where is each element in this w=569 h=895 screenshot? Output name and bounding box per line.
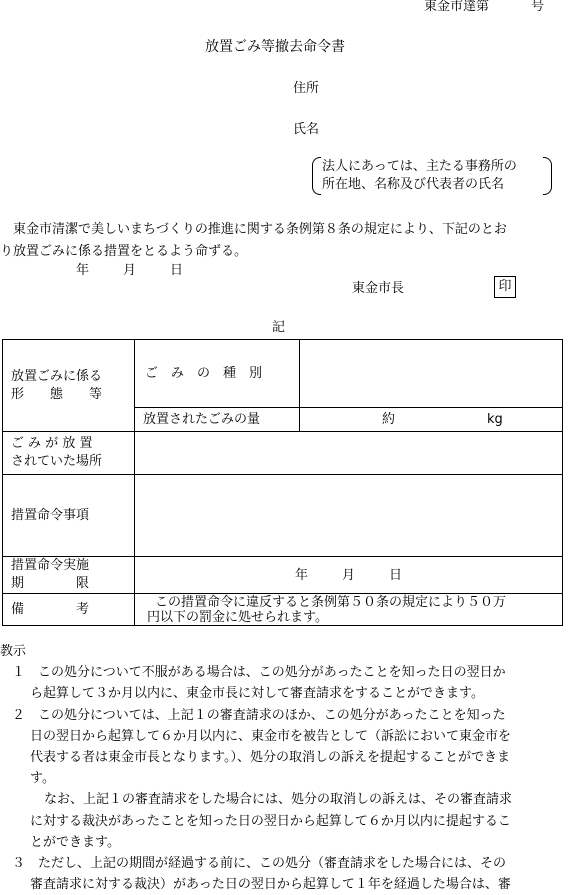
deadline-label-line2: 期 限 xyxy=(11,576,90,591)
deadline-day: 日 xyxy=(389,567,403,583)
corporation-note xyxy=(312,157,552,195)
left-bracket xyxy=(312,157,321,195)
order-details-table xyxy=(2,339,563,626)
order-items-value xyxy=(135,475,563,557)
notice-item2-sub-line3: とができます。 xyxy=(30,834,120,850)
table-row xyxy=(3,432,563,475)
remarks-label: 備 考 xyxy=(3,594,135,626)
order-items-label: 措置命令事項 xyxy=(3,475,135,557)
waste-form-label-line1: 放置ごみに係る xyxy=(11,368,103,384)
remarks-line1: この措置命令に違反すると条例第５０条の規定により５０万 xyxy=(155,594,507,610)
deadline-year: 年 xyxy=(294,567,308,583)
right-bracket xyxy=(543,157,552,195)
notice-item2-line2: 日の翌日から起算して６か月以内に、東金市を被告として（訴訟において東金市を xyxy=(30,728,512,744)
location-label-line1: ご み が 放 置 xyxy=(11,436,93,451)
remarks-line2: 円以下の罰金に処せられます。 xyxy=(147,609,328,625)
approx-label: 約 xyxy=(382,412,396,427)
corporation-note-line2: 所在地、名称及び代表者の氏名 xyxy=(322,177,505,192)
location-label-cell xyxy=(3,432,135,475)
order-text-line2: り放置ごみに係る措置をとるよう命ずる。 xyxy=(0,244,248,259)
issue-date-day: 日 xyxy=(170,263,184,278)
waste-type-value xyxy=(300,340,563,408)
table-row xyxy=(3,340,563,408)
document-number xyxy=(424,0,544,13)
deadline-label-cell xyxy=(3,557,135,594)
remarks-value xyxy=(135,594,563,626)
notice-item2-line4: す。 xyxy=(30,771,55,787)
document-number-prefix: 東金市達第 xyxy=(424,0,490,14)
waste-amount-label: 放置されたごみの量 xyxy=(135,408,300,432)
deadline-month: 月 xyxy=(341,567,355,583)
notice-item2-line1: ２ この処分については、上記１の審査請求のほか、この処分があったことを知った xyxy=(12,707,506,723)
waste-amount-value xyxy=(300,408,563,432)
issue-date xyxy=(76,264,183,277)
notice-section xyxy=(0,641,569,895)
issue-date-year: 年 xyxy=(76,263,90,278)
address-label: 住所 xyxy=(293,81,320,96)
notice-item1-line1: １ この処分について不服がある場合は、この処分があったことを知った日の翌日か xyxy=(12,665,506,681)
issuer-title: 東金市長 xyxy=(352,281,405,296)
order-text xyxy=(0,219,569,263)
notice-item1-line2: ら起算して３か月以内に、東金市長に対して審査請求をすることができます。 xyxy=(30,686,484,702)
deadline-value xyxy=(135,557,563,594)
deadline-label-line1: 措置命令実施 xyxy=(11,558,90,573)
waste-type-label: ご み の 種 別 xyxy=(135,340,300,408)
seal-mark: 印 xyxy=(494,276,516,298)
ki-heading: 記 xyxy=(272,320,286,335)
document-title: 放置ごみ等撤去命令書 xyxy=(205,39,345,55)
document-number-suffix: 号 xyxy=(531,0,545,14)
table-row xyxy=(3,594,563,626)
notice-item2-sub-line2: に対する裁決があったことを知った日の翌日から起算して６か月以内に提起するこ xyxy=(30,813,511,829)
notice-item2-line3: 代表する者は東金市長となります。）、処分の取消しの訴えを提起することができま xyxy=(30,750,510,766)
notice-item2-sub-line1: なお、上記１の審査請求をした場合には、処分の取消しの訴えは、その審査請求 xyxy=(44,792,513,808)
notice-heading: 教示 xyxy=(0,644,27,659)
notice-item3-line1: ３ ただし、上記の期間が経過する前に、この処分（審査請求をした場合には、その xyxy=(12,856,507,872)
issue-date-month: 月 xyxy=(123,263,137,278)
location-value xyxy=(135,432,563,475)
corporation-note-line1: 法人にあっては、主たる事務所の xyxy=(322,159,517,174)
waste-form-label-cell xyxy=(3,340,135,432)
kg-unit: kg xyxy=(487,412,503,427)
name-label: 氏名 xyxy=(293,122,320,137)
table-row xyxy=(3,557,563,594)
order-text-line1: 東金市清潔で美しいまちづくりの推進に関する条例第８条の規定により、下記のとお xyxy=(13,222,507,237)
table-row xyxy=(3,475,563,557)
waste-form-label-line2: 形 態 等 xyxy=(11,386,103,402)
location-label-line2: されていた場所 xyxy=(11,454,103,469)
notice-item3-line2: 審査請求に対する裁決）があった日の翌日から起算して１年を経過した場合は、審 xyxy=(30,877,511,893)
